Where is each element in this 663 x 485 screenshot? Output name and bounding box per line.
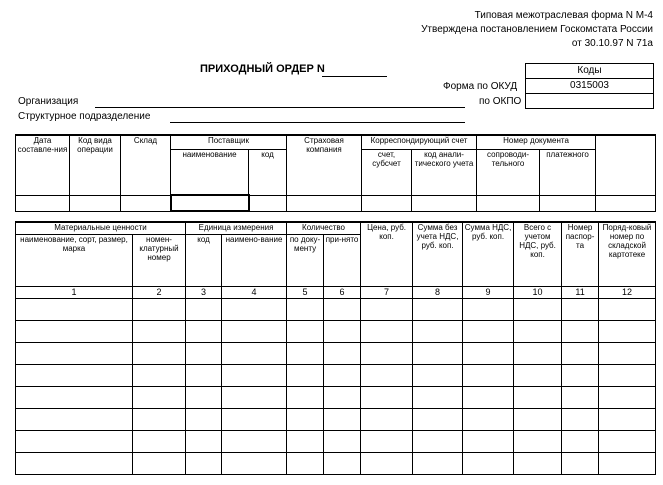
material-header: Материальные ценности: [16, 222, 186, 234]
item-cell[interactable]: [186, 408, 222, 430]
total-with-vat-header: Всего с учетом НДС, руб. коп.: [514, 222, 562, 286]
item-cell[interactable]: [16, 342, 133, 364]
item-cell[interactable]: [16, 452, 133, 474]
item-cell[interactable]: [514, 320, 562, 342]
item-cell[interactable]: [222, 408, 287, 430]
item-cell[interactable]: [413, 342, 463, 364]
item-cell[interactable]: [222, 430, 287, 452]
item-cell[interactable]: [222, 364, 287, 386]
item-cell[interactable]: [186, 364, 222, 386]
item-cell[interactable]: [463, 386, 514, 408]
unit-code-header: код: [186, 234, 222, 286]
item-cell[interactable]: [287, 408, 324, 430]
item-cell[interactable]: [16, 364, 133, 386]
unit-name-header: наимено-вание: [222, 234, 287, 286]
item-cell[interactable]: [287, 298, 324, 320]
okpo-value[interactable]: [525, 93, 654, 109]
doc-number-header: Номер документа: [477, 135, 596, 149]
table-row: [16, 386, 656, 408]
extra-cell[interactable]: [596, 195, 656, 211]
item-cell[interactable]: [413, 386, 463, 408]
item-cell[interactable]: [324, 298, 361, 320]
item-cell[interactable]: [599, 408, 656, 430]
item-cell[interactable]: [562, 408, 599, 430]
item-cell[interactable]: [133, 452, 186, 474]
codes-header: Коды: [525, 63, 654, 79]
item-cell[interactable]: [133, 320, 186, 342]
accompanying-doc-cell[interactable]: [477, 195, 540, 211]
supplier-code-cell[interactable]: [249, 195, 287, 211]
op-code-header: Код вида операции: [70, 135, 121, 195]
col-number: 9: [463, 286, 514, 298]
item-cell[interactable]: [16, 320, 133, 342]
department-label: Структурное подразделение: [18, 111, 151, 122]
item-cell[interactable]: [514, 298, 562, 320]
item-cell[interactable]: [413, 320, 463, 342]
date-header: Дата составле-ния: [16, 135, 70, 195]
insurer-header: Страховая компания: [287, 135, 362, 195]
item-cell[interactable]: [287, 364, 324, 386]
item-cell[interactable]: [599, 386, 656, 408]
col-number: 5: [287, 286, 324, 298]
item-cell[interactable]: [222, 386, 287, 408]
item-cell[interactable]: [324, 364, 361, 386]
item-cell[interactable]: [186, 320, 222, 342]
table-row: [16, 364, 656, 386]
item-cell[interactable]: [16, 298, 133, 320]
payment-doc-cell[interactable]: [540, 195, 596, 211]
item-cell[interactable]: [413, 408, 463, 430]
organization-field[interactable]: [95, 107, 465, 108]
table-row: [16, 452, 656, 474]
item-cell[interactable]: [287, 320, 324, 342]
item-cell[interactable]: [599, 298, 656, 320]
table-row: [16, 342, 656, 364]
approval-date-line: от 30.10.97 N 71а: [571, 38, 653, 49]
item-cell[interactable]: [413, 298, 463, 320]
price-header: Цена, руб. коп.: [361, 222, 413, 286]
item-cell[interactable]: [413, 430, 463, 452]
account-header: счет, субсчет: [362, 149, 412, 195]
supplier-code-header: код: [249, 149, 287, 195]
col-number: 7: [361, 286, 413, 298]
item-cell[interactable]: [361, 452, 413, 474]
item-cell[interactable]: [324, 452, 361, 474]
op-code-cell[interactable]: [70, 195, 121, 211]
corr-account-header: Корреспондирующий счет: [362, 135, 477, 149]
order-number-field[interactable]: [322, 76, 387, 77]
item-cell[interactable]: [287, 386, 324, 408]
form-type-line: Типовая межотраслевая форма N М-4: [474, 10, 653, 21]
item-cell[interactable]: [514, 342, 562, 364]
item-cell[interactable]: [514, 386, 562, 408]
item-cell[interactable]: [361, 430, 413, 452]
table-row: [16, 408, 656, 430]
item-cell[interactable]: [361, 364, 413, 386]
item-cell[interactable]: [599, 430, 656, 452]
analytic-code-header: код анали-тического учета: [412, 149, 477, 195]
item-cell[interactable]: [186, 430, 222, 452]
item-cell[interactable]: [463, 408, 514, 430]
item-cell[interactable]: [562, 298, 599, 320]
item-cell[interactable]: [324, 342, 361, 364]
items-table: [15, 221, 656, 475]
item-cell[interactable]: [463, 342, 514, 364]
item-cell[interactable]: [562, 342, 599, 364]
item-cell[interactable]: [186, 386, 222, 408]
item-cell[interactable]: [514, 430, 562, 452]
item-cell[interactable]: [16, 408, 133, 430]
item-cell[interactable]: [361, 320, 413, 342]
account-cell[interactable]: [362, 195, 412, 211]
organization-label: Организация: [18, 96, 79, 107]
item-cell[interactable]: [222, 298, 287, 320]
item-cell[interactable]: [463, 364, 514, 386]
warehouse-cell[interactable]: [121, 195, 171, 211]
item-cell[interactable]: [133, 430, 186, 452]
item-cell[interactable]: [562, 320, 599, 342]
item-cell[interactable]: [562, 364, 599, 386]
department-field[interactable]: [170, 122, 465, 123]
item-cell[interactable]: [222, 452, 287, 474]
item-cell[interactable]: [324, 386, 361, 408]
item-cell[interactable]: [133, 408, 186, 430]
okpo-label: по ОКПО: [479, 96, 522, 107]
item-cell[interactable]: [562, 452, 599, 474]
col-number: 1: [16, 286, 133, 298]
item-cell[interactable]: [324, 320, 361, 342]
accompanying-doc-header: сопроводи-тельного: [477, 149, 540, 195]
vat-header: Сумма НДС, руб. коп.: [463, 222, 514, 286]
item-cell[interactable]: [324, 408, 361, 430]
supplier-header: Поставщик: [171, 135, 287, 149]
col-number: 4: [222, 286, 287, 298]
item-cell[interactable]: [324, 430, 361, 452]
col-number: 11: [562, 286, 599, 298]
column-numbers-row: [16, 286, 656, 298]
table-row: [16, 298, 656, 320]
item-cell[interactable]: [186, 342, 222, 364]
supplier-name-cell[interactable]: [171, 195, 249, 211]
item-cell[interactable]: [463, 320, 514, 342]
item-cell[interactable]: [562, 386, 599, 408]
card-number-header: Поряд-ковый номер по складской картотеке: [599, 222, 656, 286]
item-cell[interactable]: [133, 364, 186, 386]
analytic-code-cell[interactable]: [412, 195, 477, 211]
qty-doc-header: по доку-менту: [287, 234, 324, 286]
col-number: 8: [413, 286, 463, 298]
table-row: [16, 195, 656, 211]
item-cell[interactable]: [463, 298, 514, 320]
payment-doc-header: платежного: [540, 149, 596, 195]
extra-header: [596, 135, 656, 195]
col-number: 6: [324, 286, 361, 298]
item-cell[interactable]: [361, 298, 413, 320]
quantity-header: Количество: [287, 222, 361, 234]
passport-header: Номер паспор-та: [562, 222, 599, 286]
col-number: 10: [514, 286, 562, 298]
item-rows: [16, 298, 656, 474]
item-cell[interactable]: [599, 342, 656, 364]
unit-header: Единица измерения: [186, 222, 287, 234]
item-cell[interactable]: [133, 298, 186, 320]
approval-line: Утверждена постановлением Госкомстата России: [421, 24, 653, 35]
item-cell[interactable]: [361, 342, 413, 364]
item-cell[interactable]: [186, 298, 222, 320]
item-cell[interactable]: [287, 452, 324, 474]
item-cell[interactable]: [562, 430, 599, 452]
item-cell[interactable]: [16, 386, 133, 408]
item-cell[interactable]: [287, 430, 324, 452]
item-cell[interactable]: [514, 364, 562, 386]
item-cell[interactable]: [463, 430, 514, 452]
col-number: 12: [599, 286, 656, 298]
material-name-header: наименование, сорт, размер, марка: [16, 234, 133, 286]
item-cell[interactable]: [413, 364, 463, 386]
qty-accepted-header: при-нято: [324, 234, 361, 286]
item-cell[interactable]: [463, 452, 514, 474]
sum-no-vat-header: Сумма без учета НДС, руб. коп.: [413, 222, 463, 286]
supplier-name-header: наименование: [171, 149, 249, 195]
table-row: [16, 320, 656, 342]
okud-value: 0315003: [525, 78, 654, 94]
item-cell[interactable]: [16, 430, 133, 452]
document-title: ПРИХОДНЫЙ ОРДЕР N: [200, 63, 325, 75]
item-cell[interactable]: [222, 342, 287, 364]
item-cell[interactable]: [133, 386, 186, 408]
col-number: 2: [133, 286, 186, 298]
header-table: [15, 134, 656, 212]
item-cell[interactable]: [599, 452, 656, 474]
table-row: [16, 430, 656, 452]
item-cell[interactable]: [413, 452, 463, 474]
item-cell[interactable]: [514, 408, 562, 430]
item-cell[interactable]: [599, 320, 656, 342]
item-cell[interactable]: [186, 452, 222, 474]
item-cell[interactable]: [222, 320, 287, 342]
item-cell[interactable]: [361, 408, 413, 430]
warehouse-header: Склад: [121, 135, 171, 195]
nomenclature-header: номен-клатурный номер: [133, 234, 186, 286]
item-cell[interactable]: [133, 342, 186, 364]
item-cell[interactable]: [361, 386, 413, 408]
col-number: 3: [186, 286, 222, 298]
item-cell[interactable]: [514, 452, 562, 474]
insurer-cell[interactable]: [287, 195, 362, 211]
item-cell[interactable]: [287, 342, 324, 364]
item-cell[interactable]: [599, 364, 656, 386]
date-cell[interactable]: [16, 195, 70, 211]
okud-label: Форма по ОКУД: [443, 81, 518, 92]
